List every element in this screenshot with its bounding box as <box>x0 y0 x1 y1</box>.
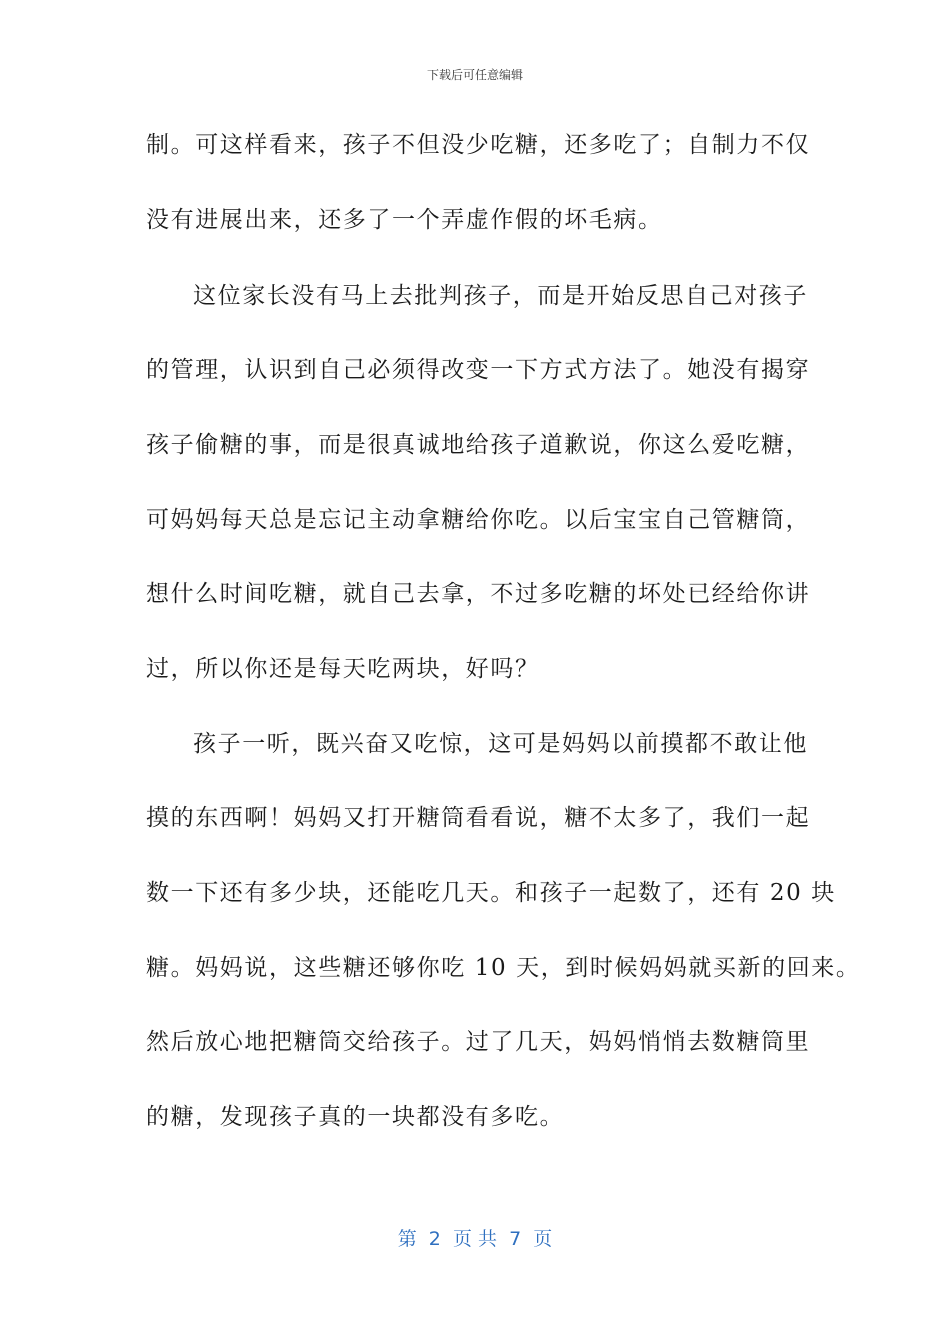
text-line: 想什么时间吃糖，就自己去拿，不过多吃糖的坏处已经给你讲 <box>146 581 811 607</box>
page-header: 下载后可任意编辑 <box>426 68 523 82</box>
text-line: 没有进展出来，还多了一个弄虚作假的坏毛病。 <box>146 207 663 233</box>
text-line: 数一下还有多少块，还能吃几天。和孩子一起数了，还有 20 块 <box>146 880 836 906</box>
text-line: 的糖，发现孩子真的一块都没有多吃。 <box>146 1104 565 1130</box>
text-line: 孩子偷糖的事，而是很真诚地给孩子道歉说，你这么爱吃糖， <box>146 432 811 458</box>
text-line: 过，所以你还是每天吃两块，好吗？ <box>146 656 540 682</box>
text-line: 的管理，认识到自己必须得改变一下方式方法了。她没有揭穿 <box>146 357 811 383</box>
paragraph-start-line: 这位家长没有马上去批判孩子，而是开始反思自己对孩子 <box>193 283 808 309</box>
text-line: 然后放心地把糖筒交给孩子。过了几天，妈妈悄悄去数糖筒里 <box>146 1029 811 1055</box>
text-line: 可妈妈每天总是忘记主动拿糖给你吃。以后宝宝自己管糖筒， <box>146 507 811 533</box>
text-line: 摸的东西啊！妈妈又打开糖筒看看说，糖不太多了，我们一起 <box>146 805 811 831</box>
page-number-footer: 第 2 页 共 7 页 <box>397 1228 553 1250</box>
paragraph-start-line: 孩子一听，既兴奋又吃惊，这可是妈妈以前摸都不敢让他 <box>193 731 808 757</box>
text-line: 糖。妈妈说，这些糖还够你吃 10 天，到时候妈妈就买新的回来。 <box>146 955 861 981</box>
text-line: 制。可这样看来，孩子不但没少吃糖，还多吃了；自制力不仅 <box>146 132 811 158</box>
